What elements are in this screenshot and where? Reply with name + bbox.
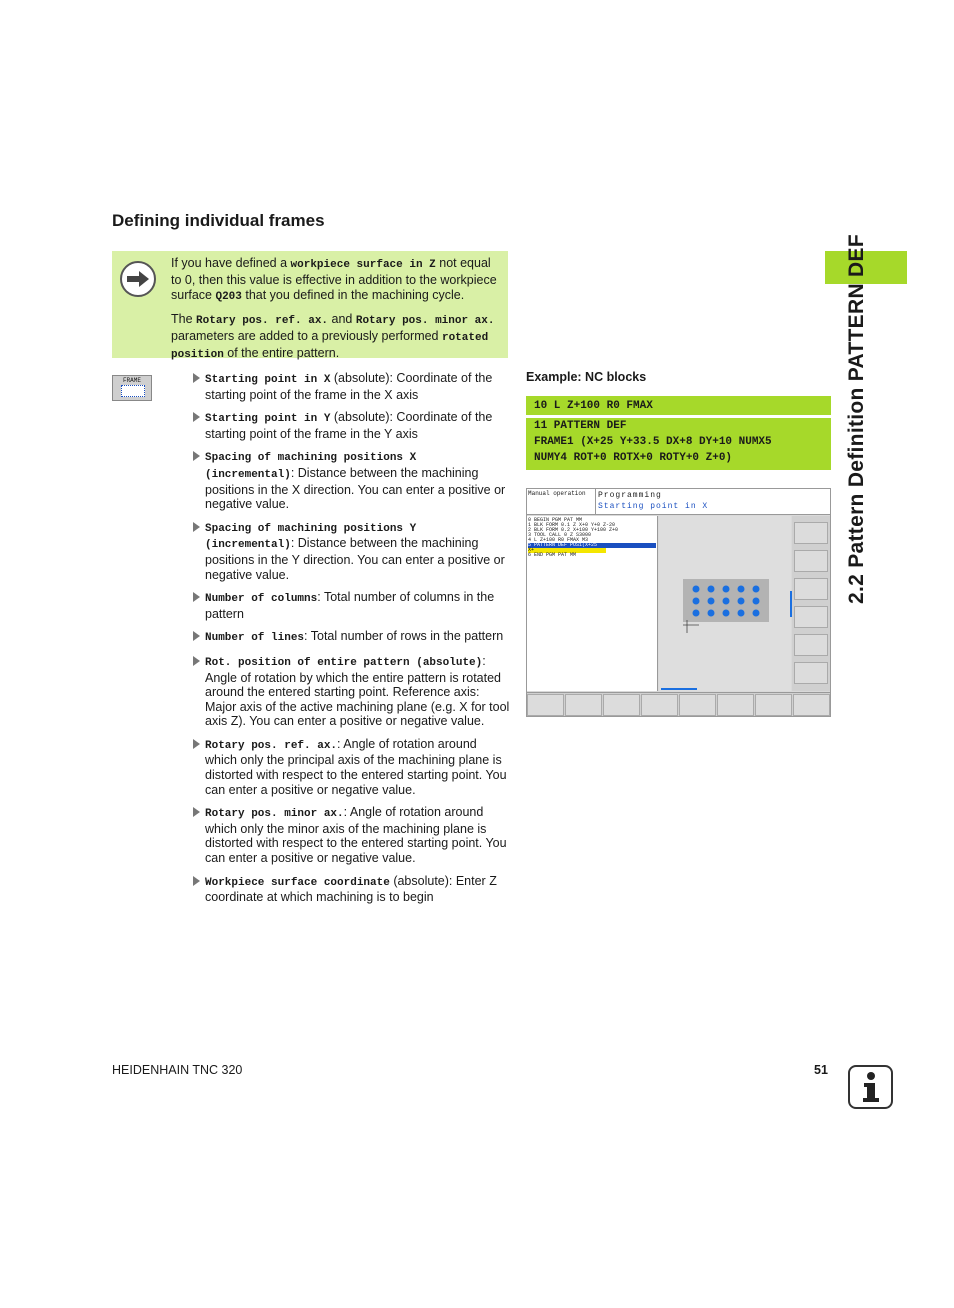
- program-row: 4 L Z+100 R0 FMAX M3: [528, 537, 589, 543]
- screen-program-list: [527, 516, 658, 691]
- screen-program-panel: [595, 489, 830, 514]
- program-row: 3 TOOL CALL 0 Z S3000: [528, 532, 592, 538]
- pattern-graphic: [659, 516, 791, 691]
- screen-mode-label: Manual operation: [528, 490, 586, 497]
- bullet-arrow-icon: [193, 631, 200, 641]
- parameter-item: [193, 449, 511, 511]
- nc-block-1: [526, 396, 831, 415]
- parameter-description: : Total number of columns in the pattern: [205, 590, 495, 621]
- info-icon: [848, 1065, 893, 1109]
- bullet-arrow-icon: [193, 807, 200, 817]
- note-text-part: and: [328, 312, 356, 326]
- bullet-arrow-icon: [193, 739, 200, 749]
- example-title: Example: NC blocks: [526, 370, 647, 384]
- note-text-part: parameters are added to a previously performed: [171, 329, 442, 343]
- screen-header: [527, 489, 830, 515]
- parameter-list: [193, 371, 511, 913]
- horizontal-softkey: [755, 694, 792, 716]
- parameter-item: [193, 654, 511, 729]
- parameter-item: [193, 520, 511, 582]
- parameter-description: (absolute): Coordinate of the starting point of the frame in the X axis: [205, 371, 493, 402]
- program-row-active: 5 PATTERN DEF POS1(X+25: [528, 543, 656, 548]
- program-row: 1 BLK FORM 0.1 Z X+0 Y+0 Z-20: [528, 522, 616, 528]
- frame-pattern-icon: [121, 385, 145, 397]
- note-text-part: that you defined in the machining cycle.: [241, 288, 465, 302]
- horizontal-softkey: [527, 694, 564, 716]
- parameter-description: : Total number of rows in the pattern: [304, 629, 504, 644]
- bullet-arrow-icon: [193, 373, 200, 383]
- parameter-item: [193, 590, 511, 621]
- note-box: [112, 251, 508, 361]
- parameter-item: [193, 371, 511, 402]
- parameter-item: [193, 629, 511, 646]
- note-text-part: not equal to 0, then this value is effective in addition to the workpiece surface: [171, 256, 497, 302]
- chapter-side-title: 2.2 Pattern Definition PATTERN DEF: [845, 234, 868, 604]
- parameter-name: Spacing of machining positions Y (incremental): [205, 522, 417, 552]
- horizontal-softkey: [793, 694, 830, 716]
- parameter-description: : Angle of rotation around which only the minor axis of the machining plane is distorted with respect to the entered starting point. You can enter a positive or negative value.: [205, 805, 507, 866]
- parameter-description: (absolute): Coordinate of the starting point of the frame in the Y axis: [205, 410, 493, 441]
- bullet-arrow-icon: [193, 522, 200, 532]
- note-paragraph-1: [171, 256, 503, 305]
- parameter-item: [193, 737, 511, 797]
- screen-horizontal-softkeys: [527, 692, 830, 716]
- screen-vertical-softkeys: [792, 516, 830, 691]
- parameter-description: : Angle of rotation by which the entire pattern is rotated around the entered starting point. Reference axis: Major axis of the active machining plane (e.g. X for tool axis Z). You can enter a positive or negative value.: [205, 653, 510, 729]
- note-code: Rotary pos. ref. ax.: [196, 315, 329, 327]
- vertical-softkey: [794, 662, 828, 684]
- note-code: Rotary pos. minor ax.: [355, 315, 495, 327]
- parameter-name: Rotary pos. ref. ax.: [205, 739, 338, 752]
- nc-line: NUMY4 ROT+0 ROTX+0 ROTY+0 Z+0): [534, 452, 733, 464]
- parameter-name: Spacing of machining positions X (incremental): [205, 452, 417, 481]
- softkey-label: FRAME: [122, 377, 141, 384]
- screen-title: Programming: [598, 491, 662, 500]
- horizontal-softkey: [679, 694, 716, 716]
- parameter-name: Number of columns: [205, 593, 318, 606]
- note-text: [171, 256, 503, 370]
- nc-block-2: [526, 418, 831, 470]
- scroll-indicator: [790, 591, 792, 617]
- bullet-arrow-icon: [193, 412, 200, 422]
- frame-softkey-icon: [112, 375, 152, 401]
- horizontal-softkey: [603, 694, 640, 716]
- horizontal-softkey: [641, 694, 678, 716]
- parameter-name: Starting point in Y: [205, 413, 331, 426]
- vertical-softkey: [794, 634, 828, 656]
- note-text-part: The: [171, 312, 197, 326]
- footer-product: HEIDENHAIN TNC 320: [112, 1063, 243, 1077]
- horizontal-softkey: [717, 694, 754, 716]
- bullet-arrow-icon: [193, 876, 200, 886]
- parameter-name: Starting point in X: [205, 374, 331, 386]
- note-code: Q203: [215, 291, 242, 303]
- note-text-part: If you have defined a: [171, 256, 291, 270]
- page-number: 51: [814, 1063, 828, 1077]
- bullet-arrow-icon: [193, 656, 200, 666]
- program-row: 2 BLK FORM 0.2 X+100 Y+100 Z+0: [528, 527, 619, 533]
- nc-line: FRAME1 (X+25 Y+33.5 DX+8 DY+10 NUMX5: [534, 436, 772, 448]
- vertical-softkey: [794, 550, 828, 572]
- nc-line: 10 L Z+100 R0 FMAX: [534, 400, 653, 412]
- bullet-arrow-icon: [193, 451, 200, 461]
- parameter-name: Number of lines: [205, 632, 305, 645]
- parameter-item: [193, 410, 511, 441]
- vertical-softkey: [794, 522, 828, 544]
- parameter-name: Rotary pos. minor ax.: [205, 808, 344, 821]
- nc-line: 11 PATTERN DEF: [534, 420, 627, 432]
- parameter-name: Workpiece surface coordinate: [205, 876, 390, 889]
- vertical-softkey: [794, 606, 828, 628]
- note-code: rotated position: [171, 332, 489, 361]
- tnc-screenshot: [526, 488, 831, 717]
- bullet-arrow-icon: [193, 592, 200, 602]
- vertical-softkey: [794, 578, 828, 600]
- note-paragraph-2: [171, 312, 503, 363]
- program-row-input: X+: [528, 548, 606, 553]
- arrow-right-icon: [120, 261, 156, 297]
- section-title: Defining individual frames: [112, 211, 325, 230]
- horizontal-softkey: [565, 694, 602, 716]
- screen-graphic: [659, 516, 791, 691]
- note-text-part: of the entire pattern.: [223, 346, 340, 360]
- parameter-description: : Distance between the machining positions in the X direction. You can enter a positive or negative value.: [205, 465, 506, 512]
- parameter-item: [193, 874, 511, 905]
- parameter-name: Rot. position of entire pattern (absolute): [205, 656, 483, 669]
- parameter-description: (absolute): Enter Z coordinate at which machining is to begin: [205, 873, 497, 905]
- program-row: 0 BEGIN PGM PAT MM: [528, 517, 583, 523]
- parameter-description: : Angle of rotation around which only the principal axis of the machining plane is distorted with respect to the entered starting point. You can enter a positive or negative value.: [205, 736, 507, 797]
- parameter-description: : Distance between the machining positions in the Y direction. You can enter a positive or negative value.: [205, 536, 505, 582]
- note-code: workpiece surface in Z: [290, 259, 436, 271]
- parameter-item: [193, 805, 511, 865]
- program-row: 6 END PGM PAT MM: [528, 552, 577, 558]
- screen-prompt: Starting point in X: [598, 502, 709, 511]
